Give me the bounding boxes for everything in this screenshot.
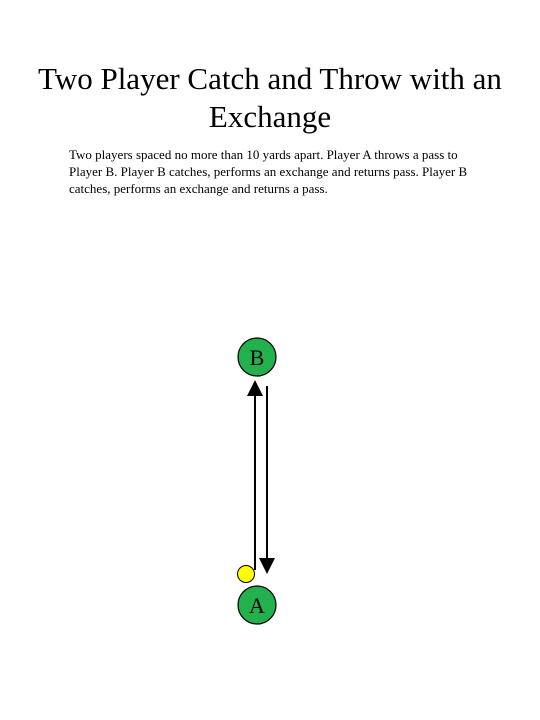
slide-title: Two Player Catch and Throw with an Exchange: [38, 61, 502, 134]
player-b-label: B: [249, 345, 265, 370]
ball: [238, 566, 255, 583]
player-a: [238, 586, 276, 624]
drill-description: Two players spaced no more than 10 yards apart. Player A throws a pass to Player B. Player B catches, performs an exchange and returns pass. Player B catches, performs an exchange and returns a pass.: [69, 147, 468, 196]
player-b: [238, 338, 276, 376]
player-a-label: A: [249, 593, 265, 618]
